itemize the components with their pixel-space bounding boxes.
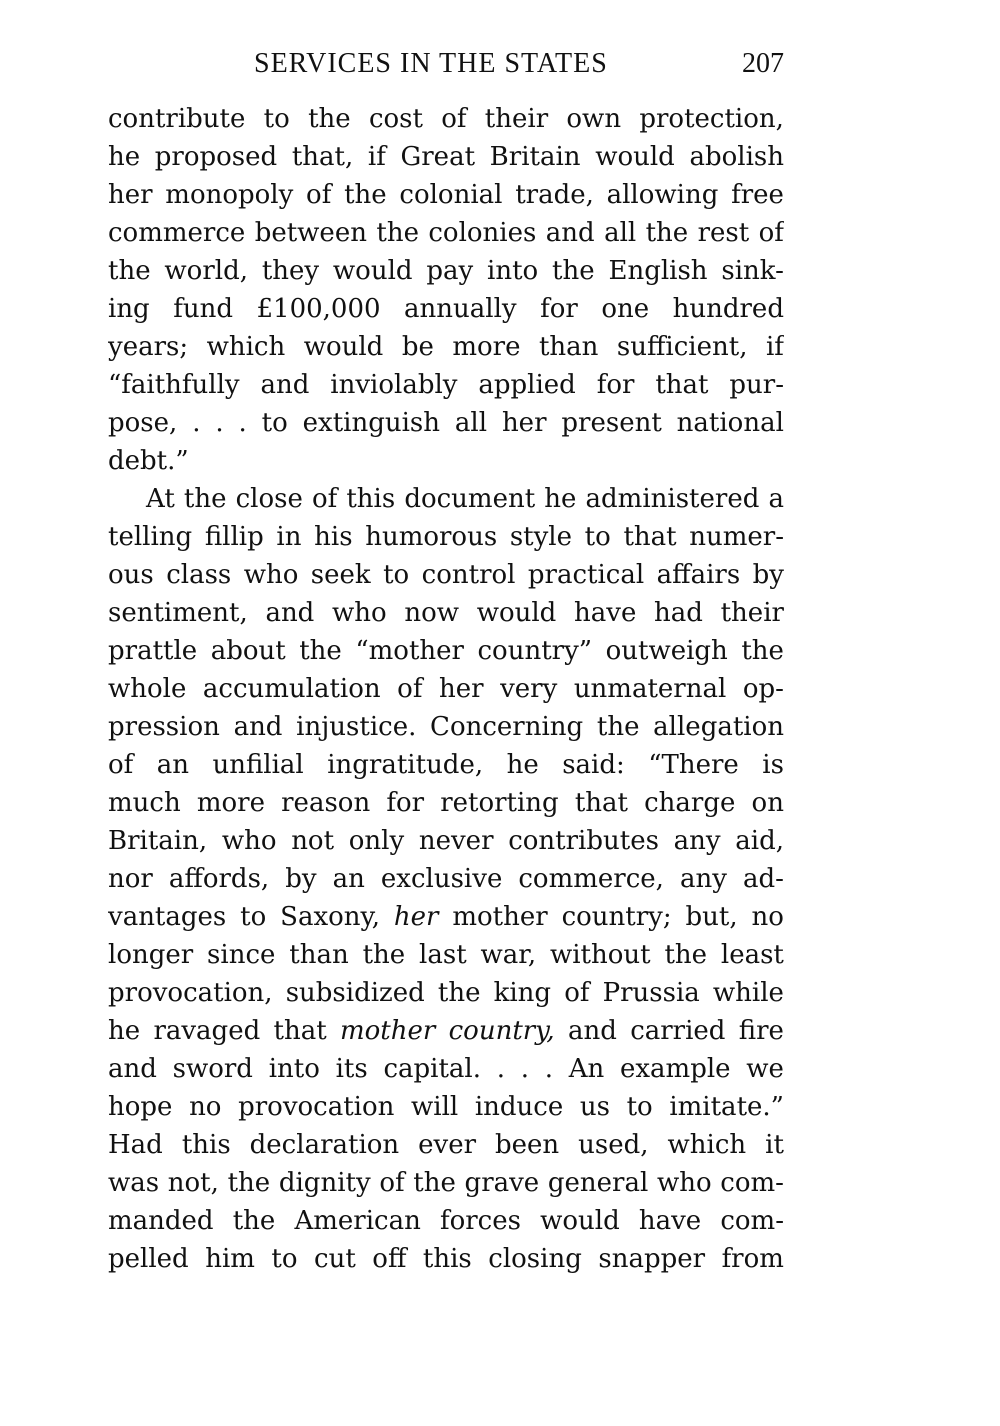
word: to [261, 408, 288, 438]
word: who [221, 826, 277, 856]
word: ever [418, 1130, 477, 1160]
text-line [108, 860, 784, 898]
word: he [544, 484, 577, 514]
word: that [273, 1016, 327, 1046]
word: document [404, 484, 536, 514]
word: pression [108, 712, 220, 742]
word: more [452, 332, 521, 362]
word: us [579, 1092, 610, 1122]
word: carried [630, 1016, 726, 1046]
word: the [344, 180, 387, 210]
word: would [540, 1206, 620, 1236]
word: imitate.” [669, 1092, 784, 1122]
word: pose, [108, 408, 178, 438]
word: said: [562, 750, 625, 780]
text-line [108, 404, 784, 442]
text-line [108, 366, 784, 404]
word: practical [527, 560, 645, 590]
word: exclusive [380, 864, 503, 894]
word: more [196, 788, 265, 818]
word: accumulation [202, 674, 381, 704]
word: and [568, 1016, 617, 1046]
word: general [547, 1168, 649, 1198]
italic-word: her [393, 902, 439, 932]
word: sword [172, 1054, 253, 1084]
word: numer- [689, 522, 784, 552]
word: fire [738, 1016, 784, 1046]
word: grave [464, 1168, 540, 1198]
word: the [741, 636, 784, 666]
word: humorous [365, 522, 498, 552]
word: Saxony, [280, 902, 381, 932]
word: we [746, 1054, 784, 1084]
word: commerce [108, 218, 246, 248]
word: but, [685, 902, 738, 932]
word: mother [452, 902, 548, 932]
word: her [108, 180, 153, 210]
word: . [215, 408, 224, 438]
word: the [437, 978, 481, 1008]
word: ingratitude, [327, 750, 484, 780]
word: induce [474, 1092, 564, 1122]
word: he [108, 142, 141, 172]
text-line [108, 1012, 784, 1050]
word: who [243, 560, 299, 590]
word: the [664, 940, 708, 970]
word: much [108, 788, 181, 818]
word: protection, [639, 104, 784, 134]
word: provocation [238, 1092, 395, 1122]
word: last [419, 940, 467, 970]
word: Prussia [602, 978, 700, 1008]
word: been [495, 1130, 560, 1160]
word: this [181, 1130, 231, 1160]
word: abolish [689, 142, 784, 172]
word: into [487, 256, 539, 286]
word: would [595, 142, 675, 172]
word: of [108, 750, 134, 780]
word: Concerning [430, 712, 584, 742]
word: without [549, 940, 651, 970]
word: for [596, 370, 635, 400]
text-line [108, 1240, 784, 1278]
word: than [538, 332, 599, 362]
word: they [261, 256, 320, 286]
word: An [568, 1054, 605, 1084]
word: Britain [489, 142, 581, 172]
word: which [206, 332, 286, 362]
word: that [574, 788, 628, 818]
word: “There [648, 750, 739, 780]
word: nor [108, 864, 153, 894]
word: in [276, 522, 302, 552]
word: . [496, 1054, 505, 1084]
word: ous [108, 560, 154, 590]
word: injustice. [296, 712, 417, 742]
word: pay [426, 256, 474, 286]
word: applied [478, 370, 576, 400]
word: one [601, 294, 650, 324]
word: prattle [108, 636, 198, 666]
page-header [108, 46, 784, 82]
word: sentiment, [108, 598, 248, 628]
word: . [238, 408, 247, 438]
word: him [205, 1244, 255, 1274]
word: the [232, 1206, 276, 1236]
word: reason [281, 788, 371, 818]
word: that [655, 370, 709, 400]
word: class [166, 560, 232, 590]
word: cost [368, 104, 423, 134]
text-line [108, 214, 784, 252]
text-line [108, 328, 784, 366]
word: of [758, 218, 784, 248]
word: present [561, 408, 662, 438]
word: forces [439, 1206, 521, 1236]
word: was [108, 1168, 160, 1198]
word: the [552, 256, 595, 286]
word: monopoly [165, 180, 294, 210]
word: . [192, 408, 201, 438]
word: for [540, 294, 578, 324]
word: their [720, 598, 784, 628]
word: contributes [508, 826, 659, 856]
word: his [314, 522, 353, 552]
word: trade, [515, 180, 594, 210]
word: declaration [249, 1130, 400, 1160]
text-line [108, 480, 784, 518]
word: allegation [653, 712, 784, 742]
word: close [235, 484, 303, 514]
word: least [720, 940, 784, 970]
text-line [108, 1126, 784, 1164]
word: the [299, 636, 342, 666]
word: into [268, 1054, 320, 1084]
word: pelled [108, 1244, 189, 1274]
word: which [667, 1130, 747, 1160]
word: . [544, 1054, 553, 1084]
word: affords, [168, 864, 270, 894]
word: about [210, 636, 286, 666]
word: would [476, 598, 557, 628]
text-line [108, 936, 784, 974]
word: colonial [399, 180, 503, 210]
word: Britain, [108, 826, 208, 856]
word: all [454, 408, 488, 438]
word: will [411, 1092, 459, 1122]
word: to [271, 1244, 298, 1274]
word: pur- [729, 370, 784, 400]
word: aid, [735, 826, 784, 856]
word: a [768, 484, 784, 514]
word: fund [173, 294, 233, 324]
word: longer [108, 940, 194, 970]
word: Great [400, 142, 476, 172]
word: style [509, 522, 573, 552]
word: £100,000 [256, 294, 381, 324]
word: the [362, 940, 406, 970]
word: from [721, 1244, 784, 1274]
word: and [233, 712, 283, 742]
word: never [418, 826, 494, 856]
word: administered [585, 484, 760, 514]
word: would [332, 256, 413, 286]
word: only [348, 826, 405, 856]
word: had [654, 598, 703, 628]
word: war, [480, 940, 537, 970]
word: allowing [606, 180, 719, 210]
text-line [108, 556, 784, 594]
word: no [189, 1092, 222, 1122]
text-line [108, 442, 784, 480]
word: their [484, 104, 549, 134]
word: have [638, 1206, 702, 1236]
word: not [291, 826, 335, 856]
word: rest [697, 218, 750, 248]
word: contribute [108, 104, 246, 134]
word: telling [108, 522, 193, 552]
word: who [332, 598, 387, 628]
word: of [441, 104, 467, 134]
text-line [108, 1202, 784, 1240]
word: example [620, 1054, 731, 1084]
word: control [421, 560, 516, 590]
word: have [574, 598, 637, 628]
word: and [260, 370, 310, 400]
word: capital. [383, 1054, 481, 1084]
text-line [108, 176, 784, 214]
text-line [108, 746, 784, 784]
word: if [765, 332, 784, 362]
word: ing [108, 294, 150, 324]
text-line [108, 784, 784, 822]
text-line [108, 632, 784, 670]
text-line [108, 670, 784, 708]
text-line [108, 898, 784, 936]
word: country; [561, 902, 672, 932]
word: any [673, 826, 721, 856]
word: cut [314, 1244, 356, 1274]
word: manded [108, 1206, 214, 1236]
word: world, [164, 256, 248, 286]
word: provocation, [108, 978, 273, 1008]
word: unmaternal [573, 674, 727, 704]
word: this [422, 1244, 472, 1274]
word: since [207, 940, 276, 970]
word: fillip [204, 522, 264, 552]
word: ad- [742, 864, 784, 894]
word: than [289, 940, 349, 970]
word: the [645, 218, 689, 248]
word: the [227, 1168, 271, 1198]
word: own [566, 104, 622, 134]
word: ravaged [153, 1016, 261, 1046]
word: off [372, 1244, 407, 1274]
word: he [506, 750, 539, 780]
word: the [413, 1168, 456, 1198]
word: sink- [721, 256, 784, 286]
word: op- [742, 674, 784, 704]
word: that [623, 522, 677, 552]
text-line [108, 518, 784, 556]
text-line [108, 822, 784, 860]
word: the [376, 218, 419, 248]
word: her [501, 408, 547, 438]
word: national [676, 408, 784, 438]
word: by [752, 560, 784, 590]
text-line [108, 1088, 784, 1126]
text-line [108, 1050, 784, 1088]
word: and [108, 1054, 157, 1084]
word: sufficient, [616, 332, 748, 362]
word: free [731, 180, 784, 210]
word: the [183, 484, 227, 514]
text-line [108, 100, 784, 138]
word: commerce, [518, 864, 664, 894]
word: any [679, 864, 727, 894]
running-head: SERVICES IN THE STATES [254, 48, 608, 79]
body-text [108, 100, 784, 1278]
word: unfilial [212, 750, 304, 780]
word: seek [310, 560, 371, 590]
word: that, [291, 142, 354, 172]
word: . [520, 1054, 529, 1084]
word: an [332, 864, 365, 894]
word: American [294, 1206, 421, 1236]
word: now [404, 598, 460, 628]
word: for [386, 788, 425, 818]
word: the [596, 712, 640, 742]
word: of [397, 674, 423, 704]
word: country” [477, 636, 593, 666]
text-line [108, 290, 784, 328]
word: to [626, 1092, 653, 1122]
word: it [765, 1130, 784, 1160]
word: would [303, 332, 384, 362]
word: to [240, 902, 267, 932]
word: and [545, 218, 595, 248]
word: hope [108, 1092, 173, 1122]
word: who [656, 1168, 712, 1198]
word: snapper [598, 1244, 706, 1274]
word: to [584, 522, 611, 552]
word: the [108, 256, 151, 286]
word: and [265, 598, 315, 628]
word: of [379, 1168, 405, 1198]
text-line [108, 138, 784, 176]
word: to [263, 104, 290, 134]
word: he [108, 1016, 141, 1046]
word: all [604, 218, 637, 248]
word: retorting [440, 788, 559, 818]
word: to [383, 560, 410, 590]
word: of [564, 978, 590, 1008]
word: its [335, 1054, 368, 1084]
word: English [608, 256, 708, 286]
word: affairs [656, 560, 741, 590]
italic-word: mother [339, 1016, 436, 1046]
text-line [108, 974, 784, 1012]
word: be [401, 332, 434, 362]
word: used, [578, 1130, 649, 1160]
word: hundred [672, 294, 784, 324]
word: while [712, 978, 784, 1008]
word: com- [720, 1168, 784, 1198]
text-line [108, 252, 784, 290]
word: king [493, 978, 552, 1008]
word: subsidized [285, 978, 425, 1008]
word: colonies [428, 218, 537, 248]
page-number: 207 [742, 48, 784, 79]
word: inviolably [330, 370, 458, 400]
word: proposed [154, 142, 278, 172]
word: not, [167, 1168, 219, 1198]
word: charge [644, 788, 736, 818]
word: an [156, 750, 189, 780]
word: no [751, 902, 784, 932]
word: years; [108, 332, 189, 362]
word: by [285, 864, 317, 894]
word: whole [108, 674, 187, 704]
word: her [438, 674, 484, 704]
word: extinguish [302, 408, 441, 438]
italic-word: country, [448, 1016, 555, 1046]
text-line [108, 1164, 784, 1202]
word: the [308, 104, 351, 134]
word: between [254, 218, 367, 248]
word: debt.” [108, 446, 189, 476]
word: vantages [108, 902, 227, 932]
word: dignity [278, 1168, 371, 1198]
word: outweigh [605, 636, 728, 666]
word: closing [488, 1244, 582, 1274]
word: of [311, 484, 338, 514]
word: if [367, 142, 386, 172]
word: very [500, 674, 558, 704]
word: is [762, 750, 784, 780]
word: annually [404, 294, 517, 324]
word: Had [108, 1130, 163, 1160]
word: this [346, 484, 396, 514]
text-line [108, 594, 784, 632]
word: of [306, 180, 332, 210]
word: com- [720, 1206, 784, 1236]
word: on [751, 788, 784, 818]
text-line [108, 708, 784, 746]
word: “faithfully [108, 370, 240, 400]
word: At [146, 484, 175, 514]
word: “mother [355, 636, 464, 666]
